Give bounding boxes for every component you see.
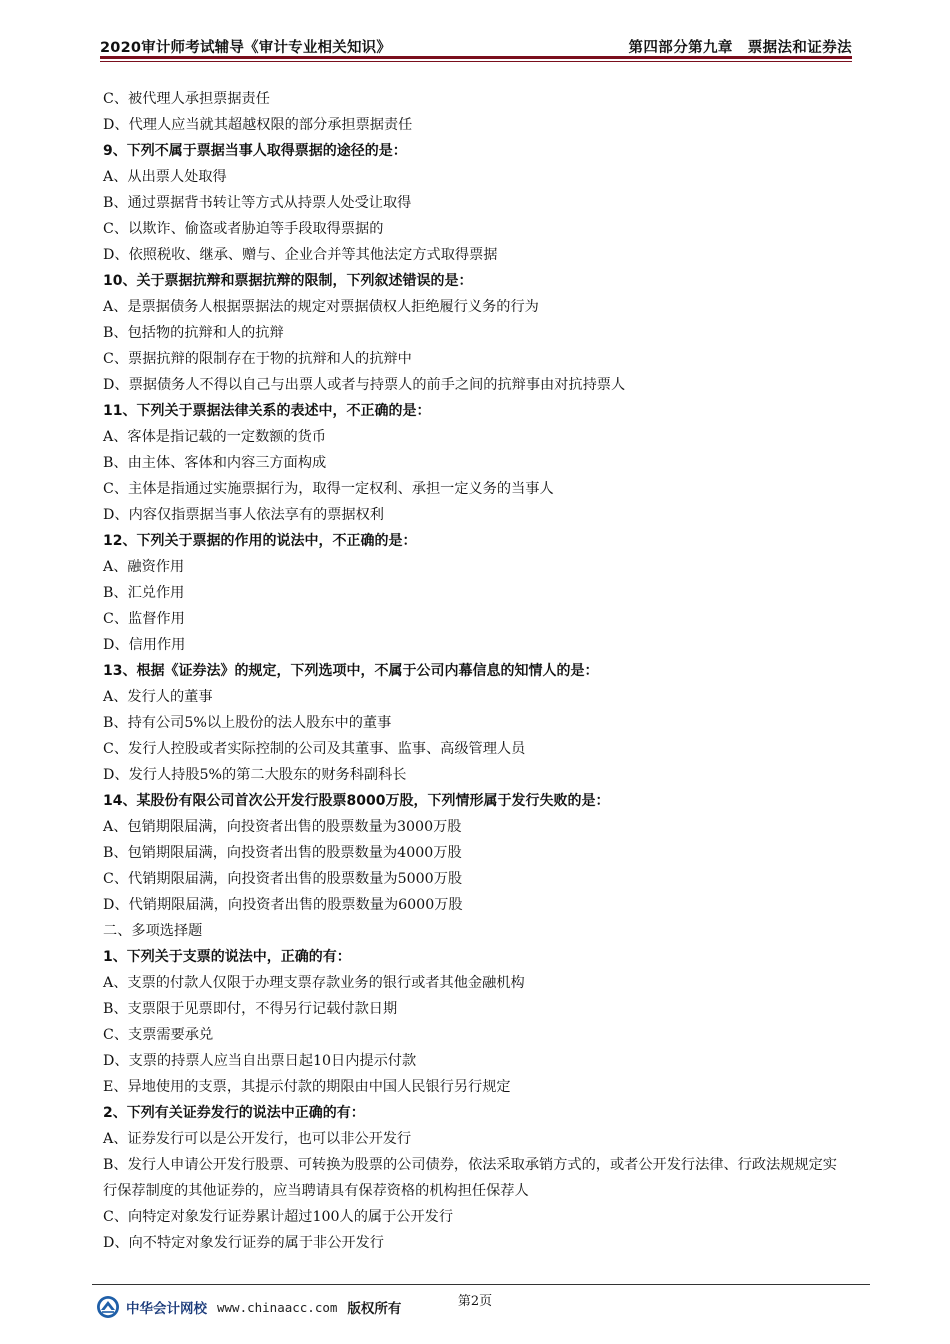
- option-line: D、票据债务人不得以自己与出票人或者与持票人的前手之间的抗辩事由对抗持票人: [103, 377, 626, 393]
- footer-url-link[interactable]: www.chinaacc.com: [217, 1299, 338, 1315]
- option-line: A、融资作用: [103, 559, 185, 575]
- option-line: D、支票的持票人应当自出票日起10日内提示付款: [103, 1053, 417, 1069]
- option-line: B、由主体、客体和内容三方面构成: [103, 455, 327, 471]
- option-line: D、内容仅指票据当事人依法享有的票据权利: [103, 507, 384, 523]
- footer-brand: [96, 1294, 401, 1320]
- page-header: [100, 36, 852, 58]
- option-line: D、依照税收、继承、赠与、企业合并等其他法定方式取得票据: [103, 247, 498, 263]
- option-line: C、票据抗辩的限制存在于物的抗辩和人的抗辩中: [103, 351, 412, 367]
- footer-brand-name: 中华会计网校: [126, 1301, 207, 1317]
- header-chapter-title: 第四部分第九章 票据法和证券法: [628, 40, 852, 56]
- question-line: 9、下列不属于票据当事人取得票据的途径的是：: [103, 143, 407, 159]
- option-line: B、通过票据背书转让等方式从持票人处受让取得: [103, 195, 412, 211]
- option-line: C、监督作用: [103, 611, 185, 627]
- option-line: D、信用作用: [103, 637, 186, 653]
- option-line: C、发行人控股或者实际控制的公司及其董事、监事、高级管理人员: [103, 741, 526, 757]
- option-line: C、代销期限届满，向投资者出售的股票数量为5000万股: [103, 871, 463, 887]
- option-line: C、支票需要承兑: [103, 1027, 214, 1043]
- option-line: B、发行人申请公开发行股票、可转换为股票的公司债券，依法采取承销方式的，或者公开发行法律、行政法规规定实行保荐制度的其他证券的，应当聘请具有保荐资格的机构担任保荐人: [103, 1157, 837, 1199]
- footer-rule: [92, 1284, 870, 1285]
- section-heading: 二、多项选择题: [103, 923, 203, 939]
- question-line: 12、下列关于票据的作用的说法中，不正确的是：: [103, 533, 417, 549]
- document-body: [103, 86, 848, 1256]
- option-line: D、代理人应当就其超越权限的部分承担票据责任: [103, 117, 413, 133]
- chinaacc-logo-icon: [96, 1295, 120, 1319]
- header-book-title: 2020审计师考试辅导《审计专业相关知识》: [100, 40, 392, 56]
- option-line: B、汇兑作用: [103, 585, 185, 601]
- option-line: B、支票限于见票即付，不得另行记载付款日期: [103, 1001, 398, 1017]
- option-line: C、被代理人承担票据责任: [103, 91, 270, 107]
- question-line: 13、根据《证券法》的规定，下列选项中，不属于公司内幕信息的知情人的是：: [103, 663, 599, 679]
- option-line: A、客体是指记载的一定数额的货币: [103, 429, 327, 445]
- question-line: 10、关于票据抗辩和票据抗辩的限制，下列叙述错误的是：: [103, 273, 473, 289]
- option-line: D、向不特定对象发行证券的属于非公开发行: [103, 1235, 384, 1251]
- option-line: B、包括物的抗辩和人的抗辩: [103, 325, 284, 341]
- option-line: B、包销期限届满，向投资者出售的股票数量为4000万股: [103, 845, 462, 861]
- question-line: 11、下列关于票据法律关系的表述中，不正确的是：: [103, 403, 431, 419]
- header-rule-thin: [100, 61, 852, 62]
- footer-rights: 版权所有: [347, 1301, 402, 1317]
- question-line: 1、下列关于支票的说法中，正确的有：: [103, 949, 351, 965]
- option-line: A、是票据债务人根据票据法的规定对票据债权人拒绝履行义务的行为: [103, 299, 539, 315]
- option-line: A、发行人的董事: [103, 689, 213, 705]
- option-line: C、主体是指通过实施票据行为，取得一定权利、承担一定义务的当事人: [103, 481, 554, 497]
- option-line: C、以欺诈、偷盗或者胁迫等手段取得票据的: [103, 221, 384, 237]
- question-line: 2、下列有关证券发行的说法中正确的有：: [103, 1105, 365, 1121]
- option-line: A、支票的付款人仅限于办理支票存款业务的银行或者其他金融机构: [103, 975, 525, 991]
- option-line: A、从出票人处取得: [103, 169, 227, 185]
- header-rule-thick: [100, 56, 852, 59]
- page-number: 第2页: [457, 1294, 493, 1309]
- option-line: A、证券发行可以是公开发行，也可以非公开发行: [103, 1131, 412, 1147]
- question-line: 14、某股份有限公司首次公开发行股票8000万股，下列情形属于发行失败的是：: [103, 793, 610, 809]
- option-line: D、代销期限届满，向投资者出售的股票数量为6000万股: [103, 897, 463, 913]
- option-line: E、异地使用的支票，其提示付款的期限由中国人民银行另行规定: [103, 1079, 511, 1095]
- option-line: D、发行人持股5%的第二大股东的财务科副科长: [103, 767, 407, 783]
- option-line: B、持有公司5%以上股份的法人股东中的董事: [103, 715, 392, 731]
- option-line: C、向特定对象发行证券累计超过100人的属于公开发行: [103, 1209, 454, 1225]
- option-line: A、包销期限届满，向投资者出售的股票数量为3000万股: [103, 819, 462, 835]
